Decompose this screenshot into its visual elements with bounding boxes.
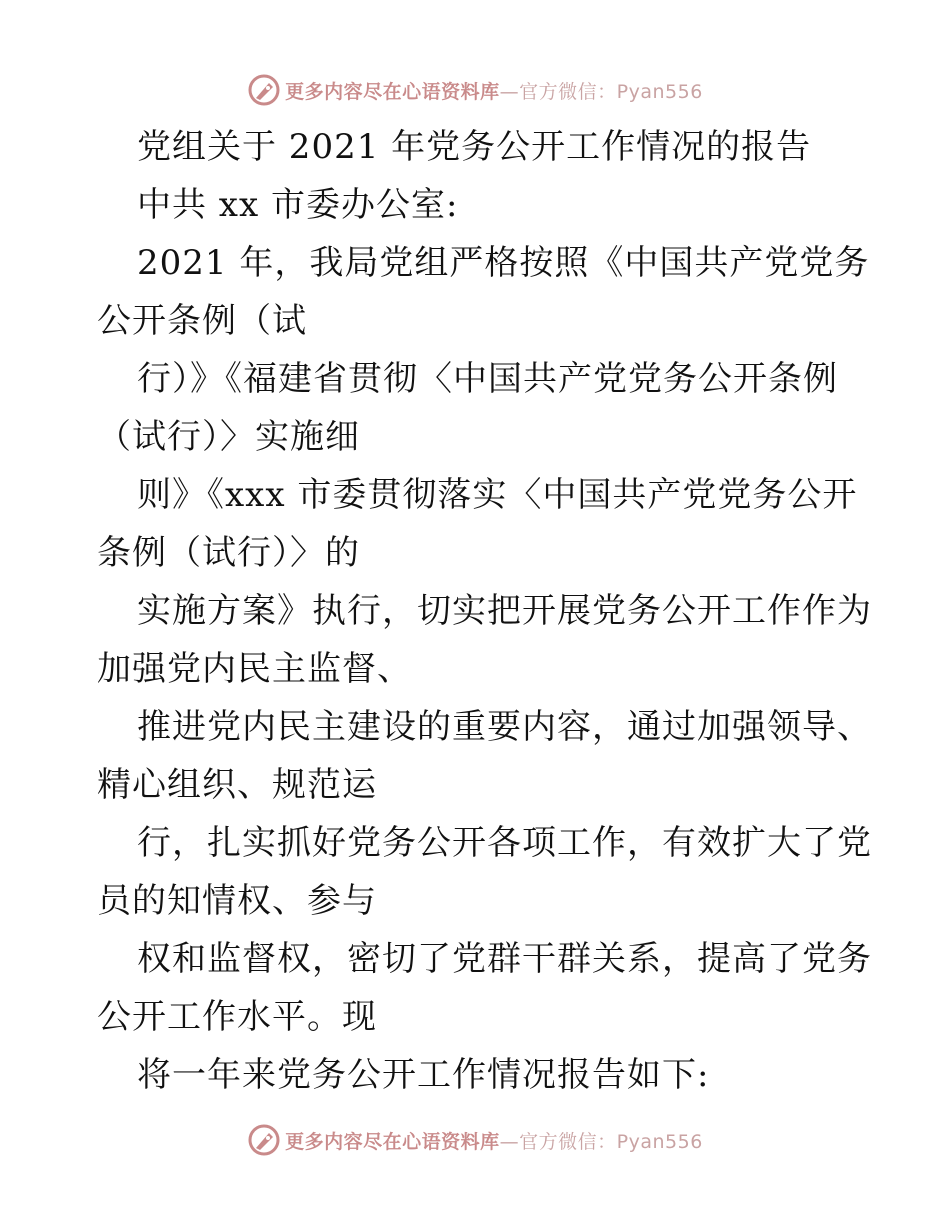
paragraph-line: 将一年来党务公开工作情况报告如下: — [137, 1055, 710, 1095]
header-banner-lead: 更多内容尽在心语资料库 — [285, 80, 500, 103]
header-banner — [0, 70, 950, 110]
header-banner-tail: —官方微信：Pyan556 — [499, 80, 703, 103]
recipient-line: 中共 xx 市委办公室: — [137, 185, 459, 225]
pen-nib-logo-icon — [247, 1123, 281, 1157]
paragraph-line: （试行）〉实施细 — [97, 417, 360, 457]
paragraph-line: 行）》《福建省贯彻〈中国共产党党务公开条例 — [137, 359, 838, 399]
paragraph-line: 员的知情权、参与 — [97, 881, 377, 921]
paragraph-line: 精心组织、规范运 — [97, 765, 377, 805]
paragraph-line: 2021 年，我局党组严格按照《中国共产党党务 — [137, 243, 870, 283]
footer-banner — [0, 1120, 950, 1160]
paragraph-line: 公开条例（试 — [97, 301, 307, 341]
footer-banner-text — [285, 1127, 703, 1154]
paragraph-line: 条例（试行）〉的 — [97, 533, 360, 573]
paragraph-line: 推进党内民主建设的重要内容，通过加强领导、 — [137, 707, 872, 747]
paragraph-line: 权和监督权，密切了党群干群关系，提高了党务 — [137, 939, 872, 979]
header-banner-text — [285, 77, 703, 104]
document-title: 党组关于 2021 年党务公开工作情况的报告 — [137, 127, 812, 167]
paragraph-line: 实施方案》执行，切实把开展党务公开工作作为 — [137, 591, 872, 631]
pen-nib-logo-icon — [247, 73, 281, 107]
paragraph-line: 则》《xxx 市委贯彻落实〈中国共产党党务公开 — [137, 475, 858, 515]
paragraph-line: 加强党内民主监督、 — [97, 649, 412, 689]
footer-banner-tail: —官方微信：Pyan556 — [499, 1130, 703, 1153]
document-body — [97, 118, 872, 1104]
paragraph-line: 行，扎实抓好党务公开各项工作，有效扩大了党 — [137, 823, 872, 863]
paragraph-line: 公开工作水平。现 — [97, 997, 377, 1037]
footer-banner-lead: 更多内容尽在心语资料库 — [285, 1130, 500, 1153]
